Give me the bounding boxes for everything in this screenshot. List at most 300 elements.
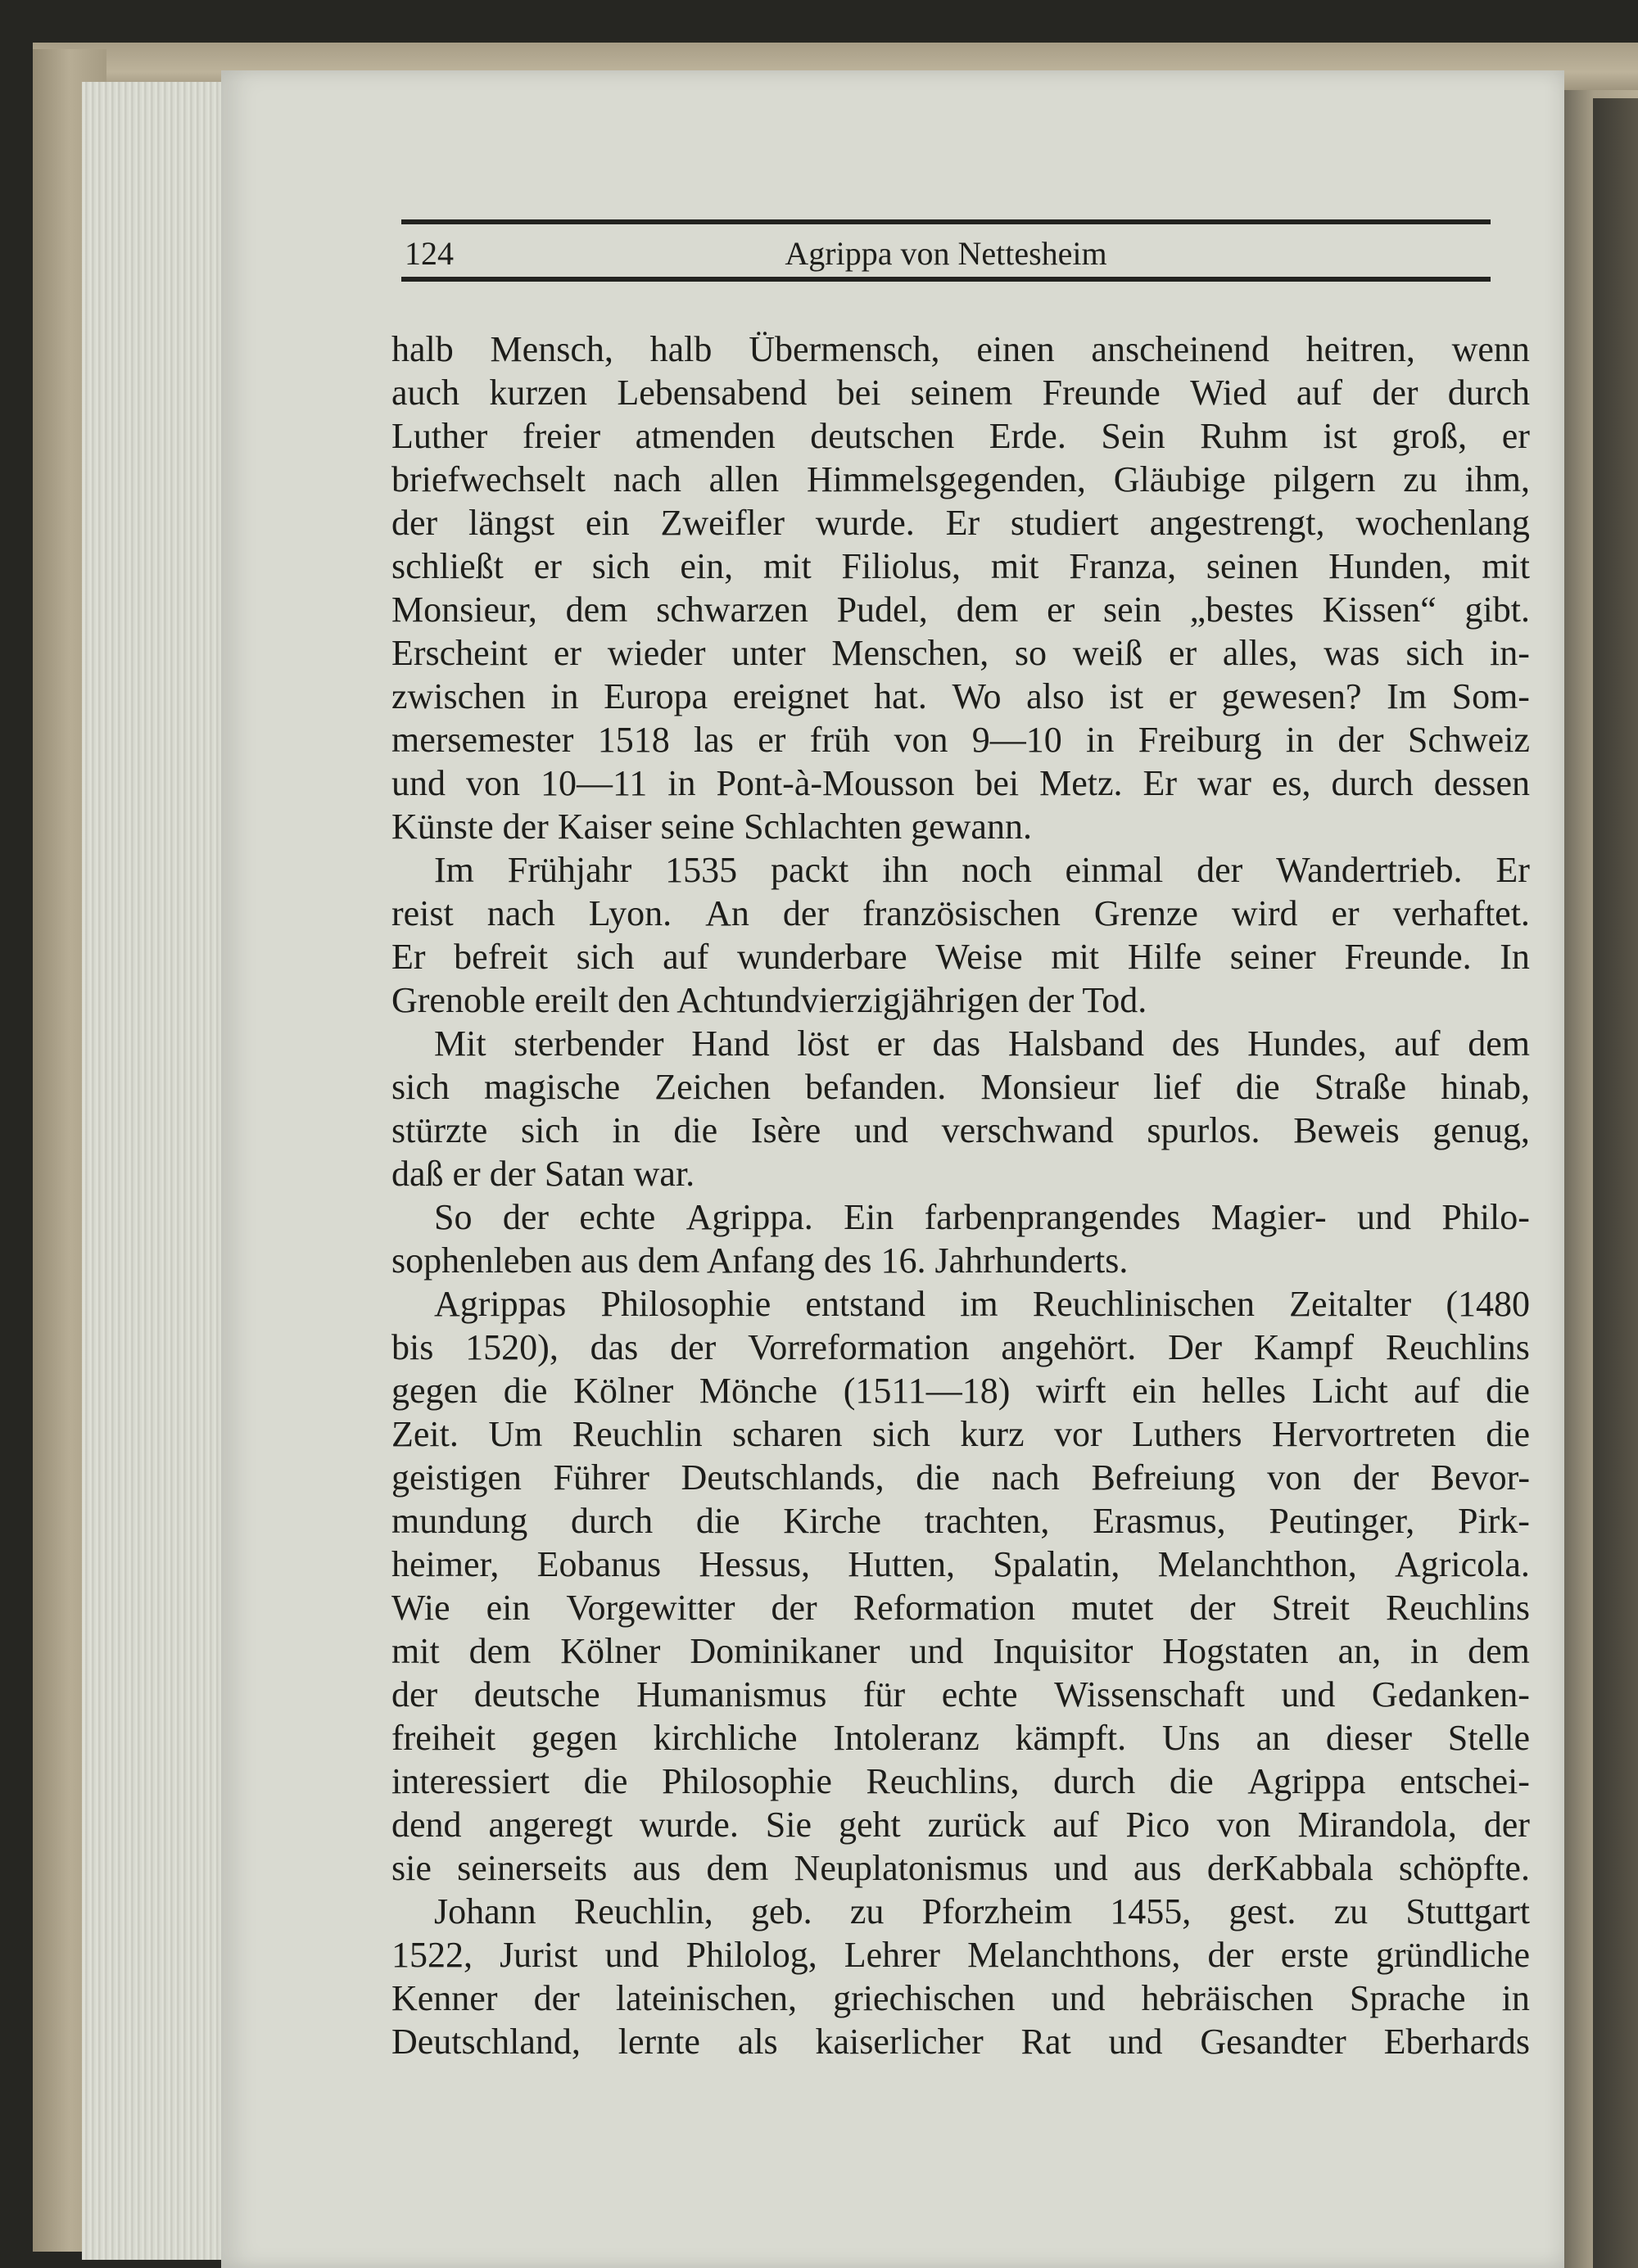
word: in <box>550 676 579 716</box>
word: so <box>1014 633 1048 673</box>
word: Reuchlins <box>1385 1327 1530 1367</box>
word: Johann <box>434 1891 536 1931</box>
word: Kirche <box>783 1501 882 1541</box>
word: sich <box>871 1414 930 1454</box>
word: sich <box>391 1067 450 1107</box>
word: deutsche <box>473 1674 600 1715</box>
word: Er <box>1143 763 1177 803</box>
word: Reuchlinischen <box>1032 1284 1256 1324</box>
word: Hessus, <box>699 1544 811 1584</box>
text-line <box>391 544 1530 588</box>
word: Er <box>945 503 980 543</box>
word: kurzen <box>489 373 588 413</box>
word: die <box>503 1371 548 1411</box>
word: und <box>391 763 446 803</box>
word: einmal <box>1065 850 1164 890</box>
word: einen <box>976 329 1055 369</box>
word: Weise <box>935 937 1023 977</box>
word: ein <box>585 503 630 543</box>
page-number: 124 <box>405 235 454 272</box>
word: Übermensch, <box>749 329 940 369</box>
word: heitren, <box>1305 329 1415 369</box>
word: Pico <box>1125 1805 1190 1845</box>
word: von <box>465 763 520 803</box>
word: auch <box>391 373 460 413</box>
word: die <box>583 1761 628 1801</box>
word: zu <box>1333 1891 1369 1931</box>
text-line <box>391 1543 1530 1586</box>
text-line <box>391 1803 1530 1846</box>
word: Hilfe <box>1127 937 1202 977</box>
header-rule-bottom <box>401 277 1491 282</box>
word: er <box>1331 893 1360 933</box>
word: Peutinger, <box>1269 1501 1415 1541</box>
word: auf <box>663 937 709 977</box>
word: hat. <box>874 676 927 716</box>
word: früh <box>809 720 871 760</box>
word: Wo <box>952 676 1002 716</box>
word: halb <box>649 329 713 369</box>
word: Dominikaner <box>690 1631 880 1671</box>
word: was <box>1324 633 1380 673</box>
word: die <box>1486 1414 1530 1454</box>
word: der <box>391 1674 438 1715</box>
word: Lehrer <box>844 1935 941 1975</box>
text-line <box>391 631 1530 675</box>
word: Rat <box>1020 2022 1071 2062</box>
word: Melanchthon, <box>1157 1544 1357 1584</box>
word: 10—11 <box>540 763 648 803</box>
word: das <box>932 1023 981 1064</box>
word: angeregt <box>488 1805 613 1845</box>
word: alles, <box>1222 633 1298 673</box>
word: briefwechselt <box>391 459 586 499</box>
word: Kenner <box>391 1978 498 2018</box>
word: er <box>758 720 786 760</box>
word: Reuchlin <box>572 1414 703 1454</box>
word: Reuchlin, <box>573 1891 713 1931</box>
text-line <box>391 371 1530 414</box>
word: ereignet <box>732 676 849 716</box>
word: 1522, <box>391 1935 473 1975</box>
word: geistigen <box>391 1457 522 1498</box>
word: wird <box>1231 893 1298 933</box>
word: atmenden <box>635 416 776 456</box>
word: genug, <box>1432 1110 1530 1150</box>
word: mersemester <box>391 720 574 760</box>
word: zu <box>849 1891 885 1931</box>
word: Bevor- <box>1430 1457 1530 1498</box>
word: kurz <box>960 1414 1025 1454</box>
word: der <box>1189 1588 1236 1628</box>
word: Freiburg <box>1138 720 1262 760</box>
word: geht <box>838 1805 901 1845</box>
word: Vorgewitter <box>566 1588 735 1628</box>
word: von <box>1216 1805 1271 1845</box>
word: derKabbala <box>1206 1848 1373 1888</box>
word: und <box>604 1935 659 1975</box>
word: Licht <box>1311 1371 1388 1411</box>
word: Sein <box>1101 416 1165 456</box>
word: der <box>1337 720 1384 760</box>
word: vor <box>1053 1414 1102 1454</box>
word: dem <box>565 590 628 630</box>
word: seinem <box>910 373 1013 413</box>
word: Metz. <box>1039 763 1123 803</box>
word: Mit <box>434 1023 486 1064</box>
word: Gedanken- <box>1371 1674 1530 1715</box>
word: Hand <box>691 1023 770 1064</box>
word: hebräischen <box>1141 1978 1314 2018</box>
word: ein, <box>680 546 734 586</box>
text-line <box>391 1282 1530 1326</box>
word: Philosophie <box>662 1761 832 1801</box>
word: der <box>782 893 830 933</box>
word: Frühjahr <box>507 850 632 890</box>
word: Vorreformation <box>748 1327 970 1367</box>
word: Wied <box>1190 373 1267 413</box>
word: war <box>1197 763 1251 803</box>
word: mit <box>763 546 812 586</box>
word: Som- <box>1451 676 1530 716</box>
word: mundung <box>391 1501 528 1541</box>
word: Sprache <box>1349 1978 1466 2018</box>
word: sich <box>591 546 650 586</box>
word: Befreiung <box>1091 1457 1236 1498</box>
word: Luther <box>391 416 488 456</box>
word: er <box>1168 676 1197 716</box>
page-stack-edges <box>82 82 225 2260</box>
word: reist <box>391 893 454 933</box>
header-rule-top <box>401 219 1491 224</box>
word: Agrippas <box>434 1284 567 1324</box>
word: Erasmus, <box>1093 1501 1226 1541</box>
word: entstand <box>805 1284 926 1324</box>
word: löst <box>797 1023 849 1064</box>
word: bis <box>391 1327 434 1367</box>
word: dem <box>706 1848 769 1888</box>
word: von <box>1267 1457 1322 1498</box>
text-line <box>391 1195 1530 1239</box>
word: In <box>1500 937 1530 977</box>
word: Lyon. <box>588 893 672 933</box>
text-line <box>391 2020 1530 2063</box>
text-line <box>391 1499 1530 1543</box>
word: der <box>1372 373 1419 413</box>
word: helles <box>1201 1371 1287 1411</box>
word: längst <box>468 503 555 543</box>
word: schöpfte. <box>1398 1848 1530 1888</box>
word: von <box>894 720 948 760</box>
word: entschei- <box>1400 1761 1530 1801</box>
word: (1480 <box>1446 1284 1530 1324</box>
word: Stuttgart <box>1405 1891 1530 1931</box>
word: ist <box>1323 416 1357 456</box>
word: lernte <box>618 2022 700 2062</box>
running-header <box>401 219 1491 282</box>
text-line <box>391 458 1530 501</box>
word: an, <box>1337 1631 1382 1671</box>
text-line <box>391 761 1530 805</box>
word: 9—10 <box>971 720 1062 760</box>
word: er <box>1501 416 1530 456</box>
word: Halsband <box>1007 1023 1145 1064</box>
word: der <box>1352 1457 1399 1498</box>
word: weiß <box>1072 633 1143 673</box>
word: dem <box>468 1631 532 1671</box>
word: Hervortreten <box>1271 1414 1456 1454</box>
word: in- <box>1490 633 1530 673</box>
word: sie <box>391 1848 432 1888</box>
word: heimer, <box>391 1544 500 1584</box>
word: für <box>862 1674 906 1715</box>
word: Europa <box>604 676 708 716</box>
word: Beweis <box>1293 1110 1400 1150</box>
word: packt <box>770 850 849 890</box>
word: wirft <box>1036 1371 1106 1411</box>
text-line <box>391 1022 1530 1065</box>
text-line <box>391 1890 1530 1933</box>
word: Reformation <box>853 1588 1036 1628</box>
word: 1535 <box>665 850 738 890</box>
word: Intoleranz <box>833 1718 980 1758</box>
word: befreit <box>454 937 548 977</box>
word: schließt <box>391 546 504 586</box>
word: Monsieur, <box>391 590 537 630</box>
text-line: Künste der Kaiser seine Schlachten gewann. <box>391 806 1032 847</box>
word: dem <box>956 590 1019 630</box>
word: und <box>1108 2022 1163 2062</box>
word: in <box>1501 1978 1530 2018</box>
word: Luthers <box>1132 1414 1242 1454</box>
word: verhaftet. <box>1392 893 1530 933</box>
text-line <box>391 1846 1530 1890</box>
word: dieser <box>1325 1718 1412 1758</box>
word: angehört. <box>1001 1327 1137 1367</box>
word: gegen <box>391 1371 478 1411</box>
word: erste <box>1280 1935 1349 1975</box>
word: die <box>673 1110 718 1150</box>
word: Mönche <box>699 1371 818 1411</box>
word: „bestes <box>1189 590 1294 630</box>
word: Gesandter <box>1200 2022 1346 2062</box>
word: Er <box>1495 850 1530 890</box>
word: dem <box>1468 1631 1530 1671</box>
word: 1455, <box>1110 1891 1192 1931</box>
text-line <box>391 848 1530 892</box>
word: auf <box>1414 1371 1460 1411</box>
text-line <box>391 1456 1530 1499</box>
word: es, <box>1271 763 1311 803</box>
word: er <box>876 1023 905 1064</box>
word: zu <box>1403 459 1437 499</box>
text-line <box>391 1629 1530 1673</box>
text-line <box>391 892 1530 935</box>
word: Schweiz <box>1407 720 1530 760</box>
word: gest. <box>1228 1891 1296 1931</box>
word: der <box>670 1327 717 1367</box>
word: freier <box>522 416 601 456</box>
word: wenn <box>1451 329 1530 369</box>
word: sich <box>1405 633 1464 673</box>
word: allen <box>708 459 780 499</box>
word: verschwand <box>941 1110 1114 1150</box>
text-line <box>391 328 1530 371</box>
word: und <box>1356 1197 1411 1237</box>
word: die <box>695 1501 740 1541</box>
word: Der <box>1168 1327 1223 1367</box>
word: anscheinend <box>1091 329 1269 369</box>
word: die <box>1235 1067 1280 1107</box>
word: dend <box>391 1805 462 1845</box>
word: Kölner <box>560 1631 661 1671</box>
word: durch <box>1447 373 1530 413</box>
word: in <box>1409 1631 1439 1671</box>
word: groß, <box>1391 416 1468 456</box>
word: Neuplatonismus <box>794 1848 1029 1888</box>
word: (1511—18) <box>843 1371 1011 1411</box>
word: nach <box>991 1457 1060 1498</box>
word: Monsieur <box>980 1067 1120 1107</box>
text-line <box>391 1716 1530 1760</box>
word: seiner <box>1229 937 1316 977</box>
word: sich <box>520 1110 579 1150</box>
word: Pirk- <box>1457 1501 1530 1541</box>
word: farbenprangendes <box>924 1197 1181 1237</box>
header-row <box>401 229 1491 270</box>
word: Zeitalter <box>1289 1284 1412 1324</box>
word: So <box>434 1197 473 1237</box>
word: Philosophie <box>600 1284 771 1324</box>
body-text <box>391 328 1530 2063</box>
word: angestrengt, <box>1149 503 1325 543</box>
text-line <box>391 1586 1530 1629</box>
word: als <box>737 2022 778 2062</box>
word: auf <box>1296 373 1343 413</box>
word: Jurist <box>500 1935 578 1975</box>
word: nach <box>486 893 555 933</box>
word: Franza, <box>1069 546 1177 586</box>
word: scharen <box>732 1414 843 1454</box>
word: magische <box>483 1067 621 1107</box>
word: Reuchlins, <box>866 1761 1020 1801</box>
word: Pudel, <box>836 590 928 630</box>
word: Sie <box>765 1805 812 1845</box>
word: Isère <box>750 1110 821 1150</box>
word: Grenze <box>1093 893 1198 933</box>
word: Zweifler <box>660 503 785 543</box>
word: Agricola. <box>1394 1544 1530 1584</box>
word: dem <box>1468 1023 1530 1064</box>
word: Mirandola, <box>1297 1805 1457 1845</box>
word: er <box>553 633 582 673</box>
word: kaiserlicher <box>815 2022 984 2062</box>
word: er <box>533 546 562 586</box>
text-line <box>391 935 1530 978</box>
word: Hunden, <box>1328 546 1452 586</box>
word: Hogstaten <box>1162 1631 1309 1671</box>
word: auf <box>1052 1805 1099 1845</box>
word: Eberhards <box>1383 2022 1530 2062</box>
word: Führer <box>553 1457 649 1498</box>
word: freiheit <box>391 1718 496 1758</box>
word: wochenlang <box>1355 503 1530 543</box>
word: ihm, <box>1464 459 1530 499</box>
word: 1518 <box>597 720 670 760</box>
word: französischen <box>862 893 1061 933</box>
word: hinab, <box>1441 1067 1530 1107</box>
word: 1520), <box>465 1327 559 1367</box>
word: Er <box>391 937 426 977</box>
word: wurde. <box>815 503 915 543</box>
word: mit <box>1051 937 1100 977</box>
word: Kölner <box>573 1371 674 1411</box>
word: Hutten, <box>848 1544 955 1584</box>
word: Wie <box>391 1588 450 1628</box>
word: und <box>909 1631 964 1671</box>
word: auf <box>1394 1023 1441 1064</box>
text-line <box>391 588 1530 631</box>
word: ein <box>1132 1371 1176 1411</box>
word: in <box>1285 720 1314 760</box>
word: sein <box>1103 590 1161 630</box>
word: in <box>1086 720 1115 760</box>
text-line <box>391 1065 1530 1109</box>
word: seinen <box>1206 546 1299 586</box>
word: Straße <box>1314 1067 1407 1107</box>
text-line <box>391 501 1530 544</box>
text-line <box>391 1760 1530 1803</box>
word: durch <box>1053 1761 1136 1801</box>
word: Mensch, <box>490 329 613 369</box>
word: Humanismus <box>636 1674 827 1715</box>
word: noch <box>962 850 1032 890</box>
word: durch <box>1331 763 1414 803</box>
word: Im <box>1387 676 1427 716</box>
word: Lebensabend <box>617 373 808 413</box>
word: des <box>1171 1023 1220 1064</box>
word: der <box>391 503 438 543</box>
word: unter <box>731 633 806 673</box>
word: Spalatin, <box>993 1544 1120 1584</box>
word: gewesen? <box>1221 676 1362 716</box>
word: Gläubige <box>1113 459 1246 499</box>
word: die <box>1486 1371 1530 1411</box>
word: mit <box>990 546 1039 586</box>
word: zurück <box>927 1805 1026 1845</box>
word: Im <box>434 850 474 890</box>
word: ihn <box>882 850 929 890</box>
word: wunderbare <box>736 937 907 977</box>
word: er <box>1047 590 1075 630</box>
text-line <box>391 1109 1530 1152</box>
word: geb. <box>751 1891 812 1931</box>
word: aus <box>1133 1848 1182 1888</box>
word: wieder <box>607 633 706 673</box>
word: das <box>590 1327 639 1367</box>
word: wurde. <box>639 1805 739 1845</box>
text-line: daß er der Satan war. <box>391 1154 695 1194</box>
word: Hundes, <box>1247 1023 1367 1064</box>
word: Agrippa. <box>686 1197 813 1237</box>
word: der <box>1197 850 1243 890</box>
word: Um <box>488 1414 543 1454</box>
word: Philo- <box>1441 1197 1530 1237</box>
word: Eobanus <box>536 1544 662 1584</box>
word: mit <box>391 1631 440 1671</box>
word: in <box>667 763 696 803</box>
word: echte <box>941 1674 1018 1715</box>
